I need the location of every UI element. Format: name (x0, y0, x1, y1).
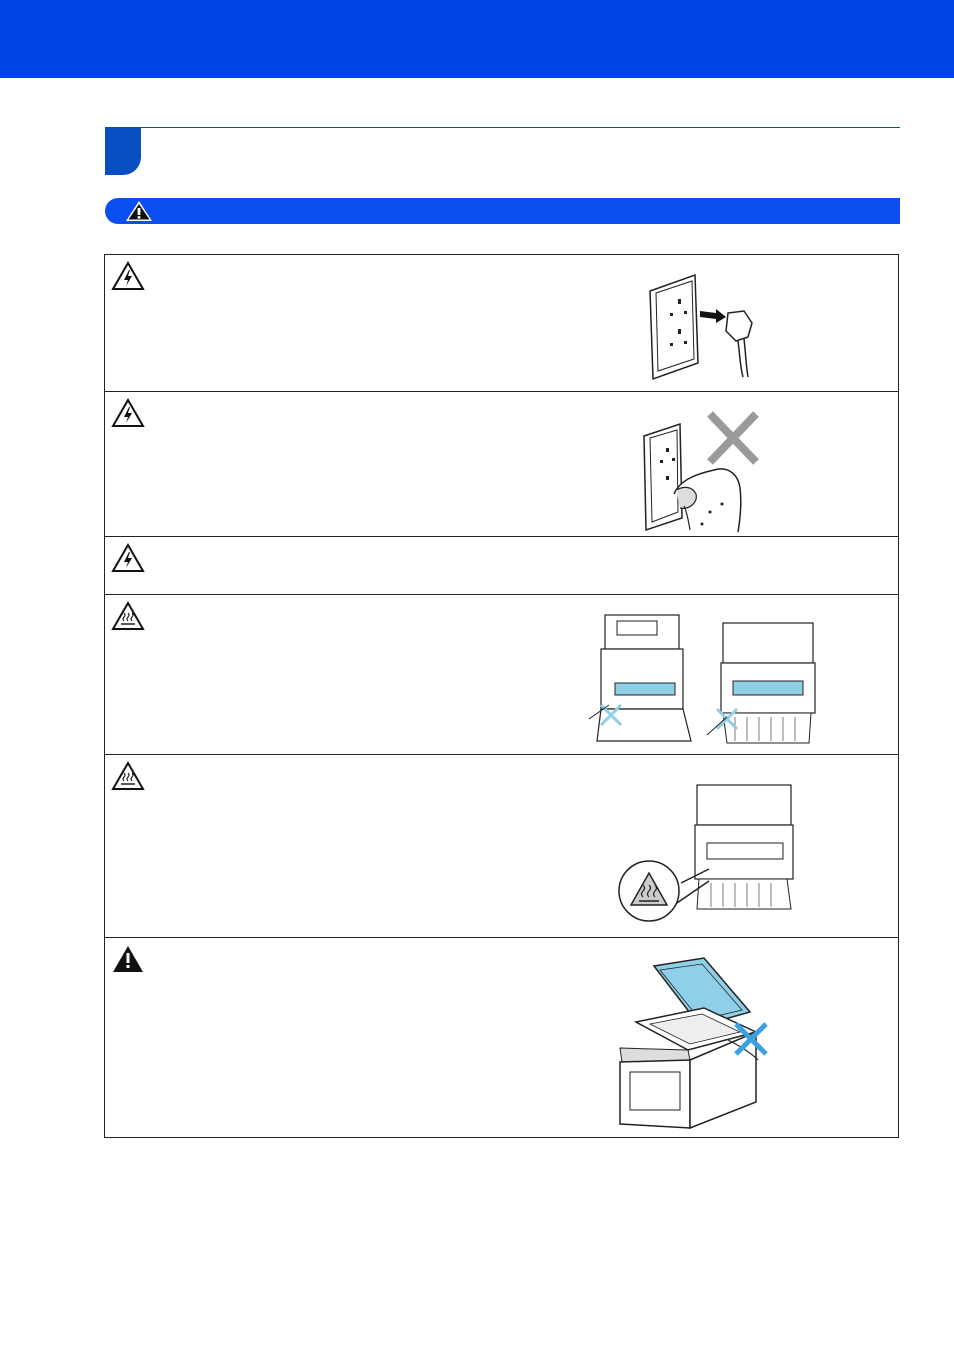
section-tab (105, 128, 141, 175)
scanner-lid-illustration (610, 952, 790, 1134)
fuser-illustration (615, 771, 815, 923)
electrical-hazard-icon (111, 261, 145, 291)
safety-row-hot-fuser (105, 755, 898, 938)
safety-panel (104, 254, 899, 1138)
hot-surface-icon (111, 601, 145, 631)
safety-row-scanner (105, 938, 898, 1139)
wet-hands-illustration (640, 408, 770, 533)
electrical-hazard-icon (111, 398, 145, 428)
warning-triangle-icon (111, 944, 145, 974)
safety-row-wet-hands (105, 392, 898, 537)
warning-banner (105, 198, 900, 224)
unplug-illustration (640, 271, 760, 381)
electrical-hazard-icon (111, 543, 145, 573)
safety-row-hot-inside (105, 595, 898, 755)
section-rule (105, 127, 900, 128)
safety-row-electric (105, 537, 898, 595)
hot-surface-icon (111, 761, 145, 791)
safety-row-unplug (105, 255, 898, 392)
printer-interior-illustration (587, 609, 817, 749)
top-banner (0, 0, 954, 78)
warning-triangle-icon (125, 200, 153, 222)
